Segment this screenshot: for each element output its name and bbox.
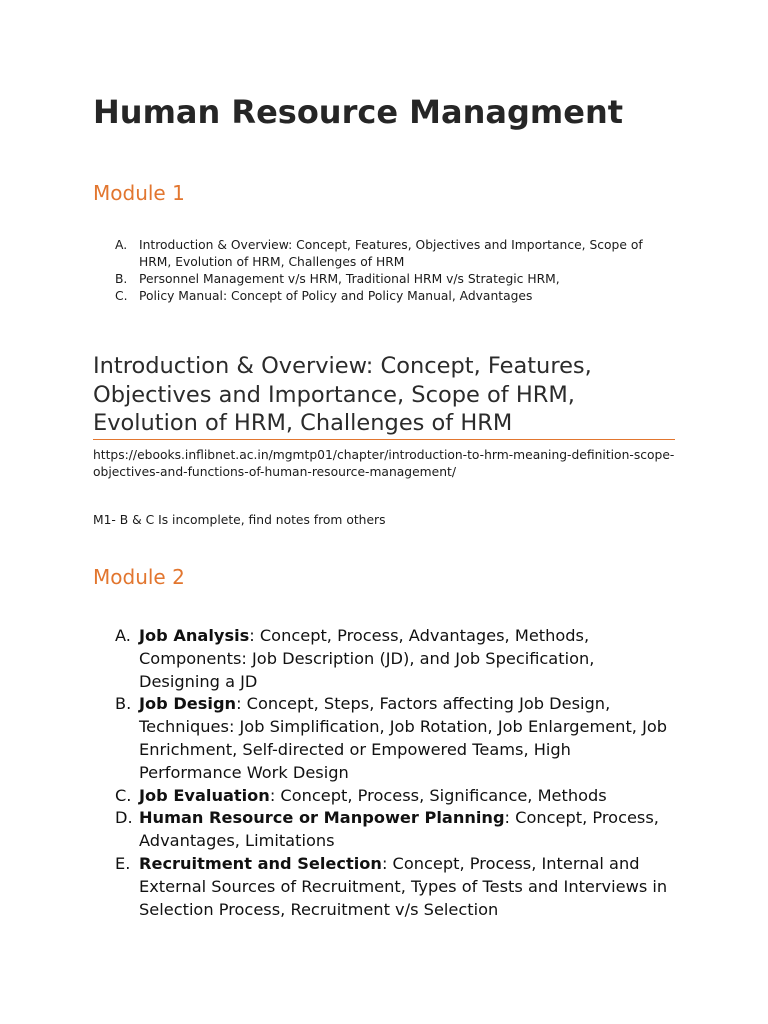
topic-text: : Concept, Process, Significance, Methods [269, 785, 607, 805]
topic-term: Recruitment and Selection [139, 853, 382, 873]
section-heading: Introduction & Overview: Concept, Features, Objectives and Importance, Scope of HRM, Evolution of HRM, Challenges of HRM [93, 353, 592, 436]
topic-term: Job Evaluation [139, 785, 270, 805]
module-1-heading: Module 1 [93, 181, 185, 205]
topic-text: Policy Manual: Concept of Policy and Policy Manual, Advantages [139, 289, 533, 303]
list-marker: B. [115, 694, 132, 714]
module-2-topic-c [93, 785, 675, 808]
list-marker: D. [115, 808, 133, 828]
topic-term: Job Design [139, 694, 237, 714]
module-2-topic-a [93, 625, 675, 693]
list-marker: A. [115, 626, 131, 645]
module-2-topic-b [93, 693, 675, 784]
module-2-topic-e [93, 853, 675, 921]
list-marker: B. [115, 272, 128, 286]
topic-text: : Concept, Process, Advantages, Limitations [139, 808, 659, 851]
reference-link[interactable]: https://ebooks.inflibnet.ac.in/mgmtp01/chapter/introduction-to-hrm-meaning-definition-scope-objectives-and-functions-of-human-resource-management/ [93, 448, 675, 479]
topic-term: Human Resource or Manpower Planning [139, 808, 505, 828]
module-1-topic-c [93, 288, 675, 305]
module-2-heading: Module 2 [93, 565, 185, 589]
list-marker: C. [115, 785, 132, 805]
module-2-topic-list [93, 625, 675, 921]
list-marker: C. [115, 289, 128, 303]
list-marker: E. [115, 853, 131, 873]
document-title: Human Resource Managment [93, 93, 624, 131]
topic-text: Personnel Management v/s HRM, Traditional HRM v/s Strategic HRM, [139, 272, 560, 286]
module-1-topic-list [93, 237, 675, 305]
module-1-topic-a [93, 237, 675, 271]
topic-text: : Concept, Steps, Factors affecting Job Design, Techniques: Job Simplification, Job Rotation, Job Enlargement, Job Enrichment, Self-directed or Empowered Teams, High Performance Work Design [139, 694, 668, 782]
list-marker: A. [115, 238, 128, 252]
module-1-topic-b [93, 271, 675, 288]
module-2-topic-d [93, 807, 675, 853]
topic-text: Introduction & Overview: Concept, Features, Objectives and Importance, Scope of HRM, Evolution of HRM, Challenges of HRM [139, 238, 643, 269]
topic-term: Job Analysis [139, 626, 250, 645]
topic-text: : Concept, Process, Advantages, Methods, Components: Job Description (JD), and Job Specification, Designing a JD [139, 626, 595, 691]
incomplete-note: M1- B & C Is incomplete, find notes from others [93, 513, 386, 527]
section-divider [93, 439, 675, 440]
topic-text: : Concept, Process, Internal and External Sources of Recruitment, Types of Tests and Interviews in Selection Process, Recruitment v/s Selection [139, 853, 668, 919]
